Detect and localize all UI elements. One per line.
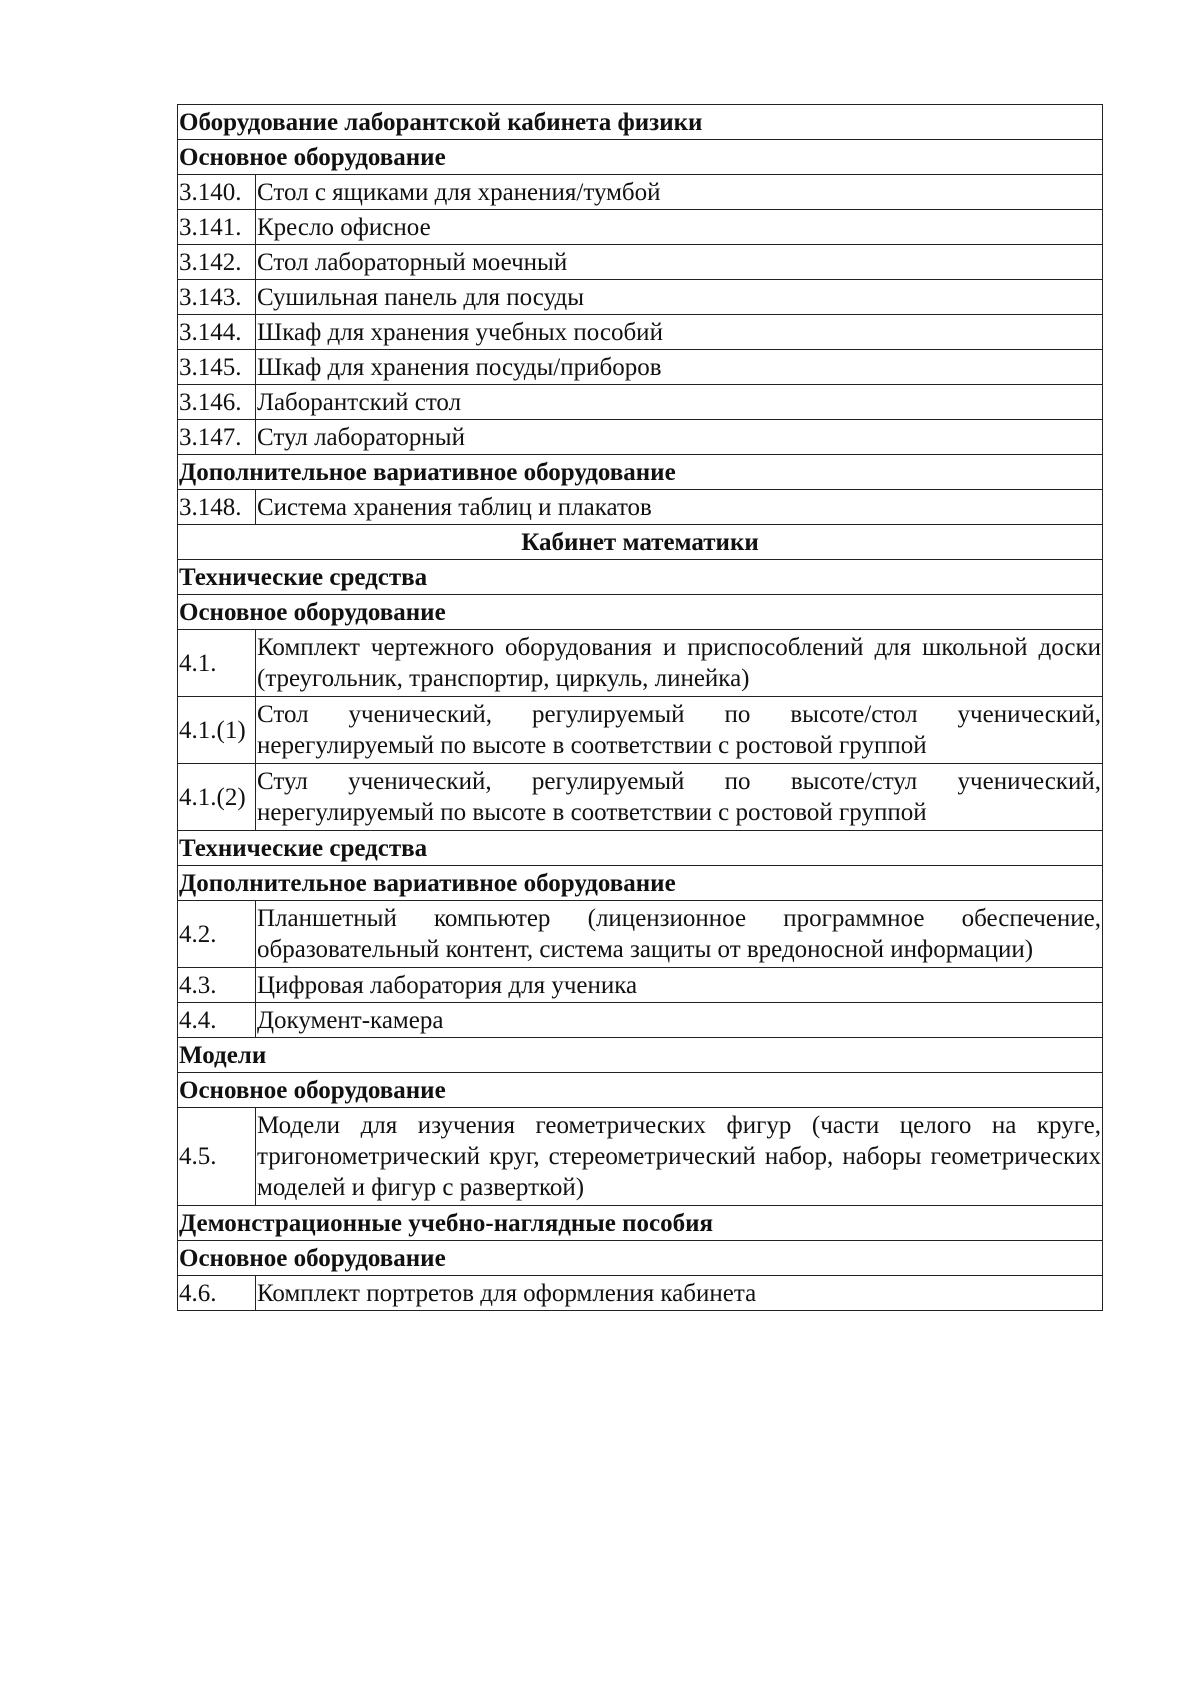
section-row <box>178 140 1103 175</box>
section-row <box>178 1241 1103 1276</box>
section-heading: Дополнительное вариативное оборудование <box>178 455 1103 490</box>
item-number: 3.143. <box>178 280 256 315</box>
table-row <box>178 385 1103 420</box>
section-heading: Оборудование лаборантской кабинета физики <box>178 105 1103 140</box>
table-row <box>178 968 1103 1003</box>
item-number: 3.140. <box>178 175 256 210</box>
item-description: Цифровая лаборатория для ученика <box>256 968 1103 1003</box>
item-number: 4.2. <box>178 901 256 968</box>
section-heading: Основное оборудование <box>178 1241 1103 1276</box>
table-row <box>178 175 1103 210</box>
section-row <box>178 105 1103 140</box>
item-description: Шкаф для хранения учебных пособий <box>256 315 1103 350</box>
item-number: 3.141. <box>178 210 256 245</box>
item-number: 4.4. <box>178 1003 256 1038</box>
section-heading: Основное оборудование <box>178 140 1103 175</box>
equipment-table <box>177 104 1103 1311</box>
item-number: 3.146. <box>178 385 256 420</box>
section-heading: Дополнительное вариативное оборудование <box>178 866 1103 901</box>
item-description: Стол с ящиками для хранения/тумбой <box>256 175 1103 210</box>
item-description: Стол ученический, регулируемый по высоте/стол ученический, нерегулируемый по высоте в соответствии с ростовой группой <box>256 697 1103 764</box>
section-row <box>178 525 1103 560</box>
item-number: 4.6. <box>178 1276 256 1311</box>
table-row <box>178 280 1103 315</box>
section-heading: Модели <box>178 1038 1103 1073</box>
item-number: 4.1. <box>178 630 256 697</box>
item-description: Модели для изучения геометрических фигур (части целого на круге, тригонометрический круг, стереометрический набор, наборы геометрических моделей и фигур с разверткой) <box>256 1108 1103 1206</box>
section-heading: Основное оборудование <box>178 1073 1103 1108</box>
table-row <box>178 315 1103 350</box>
item-description: Сушильная панель для посуды <box>256 280 1103 315</box>
table-row <box>178 210 1103 245</box>
item-description: Комплект чертежного оборудования и приспособлений для школьной доски (треугольник, транспортир, циркуль, линейка) <box>256 630 1103 697</box>
item-number: 3.142. <box>178 245 256 280</box>
item-description: Стул лабораторный <box>256 420 1103 455</box>
table-row <box>178 901 1103 968</box>
item-number: 3.148. <box>178 490 256 525</box>
item-description: Система хранения таблиц и плакатов <box>256 490 1103 525</box>
item-description: Стол лабораторный моечный <box>256 245 1103 280</box>
table-row <box>178 630 1103 697</box>
item-description: Документ-камера <box>256 1003 1103 1038</box>
section-row <box>178 560 1103 595</box>
section-row <box>178 595 1103 630</box>
table-row <box>178 697 1103 764</box>
section-row <box>178 1038 1103 1073</box>
item-number: 4.5. <box>178 1108 256 1206</box>
section-heading: Основное оборудование <box>178 595 1103 630</box>
section-row <box>178 1206 1103 1241</box>
section-row <box>178 1073 1103 1108</box>
table-row <box>178 490 1103 525</box>
item-number: 3.144. <box>178 315 256 350</box>
item-number: 3.147. <box>178 420 256 455</box>
item-number: 4.1.(2) <box>178 764 256 831</box>
section-heading: Технические средства <box>178 831 1103 866</box>
table-row <box>178 1003 1103 1038</box>
item-number: 4.1.(1) <box>178 697 256 764</box>
cabinet-heading: Кабинет математики <box>178 525 1103 560</box>
table-row <box>178 350 1103 385</box>
item-description: Стул ученический, регулируемый по высоте/стул ученический, нерегулируемый по высоте в соответствии с ростовой группой <box>256 764 1103 831</box>
section-row <box>178 866 1103 901</box>
equipment-table-body <box>178 105 1103 1311</box>
table-row <box>178 245 1103 280</box>
item-description: Шкаф для хранения посуды/приборов <box>256 350 1103 385</box>
table-row <box>178 764 1103 831</box>
item-description: Лаборантский стол <box>256 385 1103 420</box>
table-row <box>178 420 1103 455</box>
item-description: Планшетный компьютер (лицензионное программное обеспечение, образовательный контент, система защиты от вредоносной информации) <box>256 901 1103 968</box>
item-number: 3.145. <box>178 350 256 385</box>
section-heading: Технические средства <box>178 560 1103 595</box>
item-number: 4.3. <box>178 968 256 1003</box>
section-row <box>178 831 1103 866</box>
item-description: Комплект портретов для оформления кабинета <box>256 1276 1103 1311</box>
table-row <box>178 1276 1103 1311</box>
item-description: Кресло офисное <box>256 210 1103 245</box>
section-heading: Демонстрационные учебно-наглядные пособия <box>178 1206 1103 1241</box>
table-row <box>178 1108 1103 1206</box>
section-row <box>178 455 1103 490</box>
